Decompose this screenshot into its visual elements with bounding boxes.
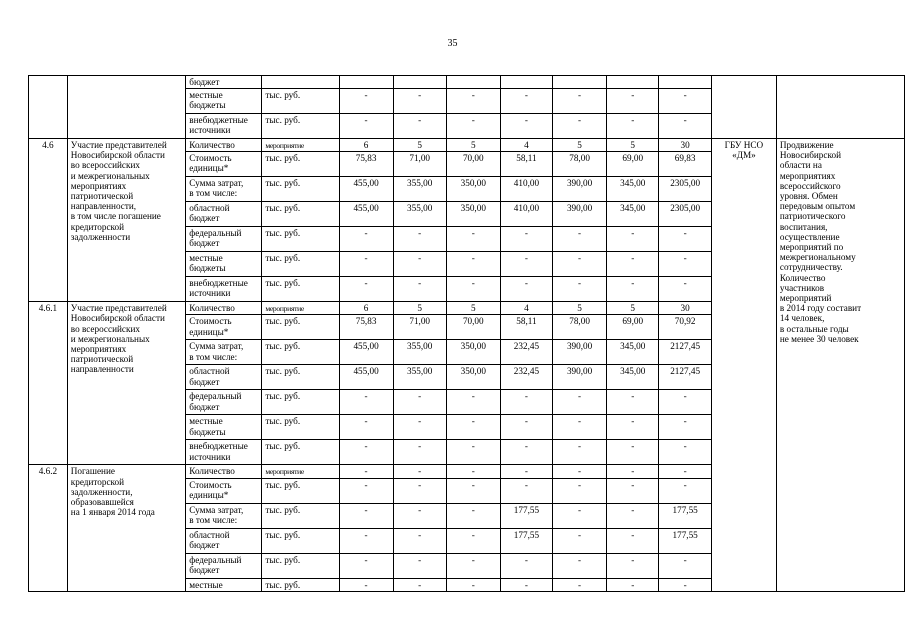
item-code-cell: 4.6.2 [29,465,68,591]
year-value-cell: 455,00 [339,365,393,390]
total-value-cell: - [659,440,712,465]
year-value-cell: - [393,252,446,277]
year-value-cell: - [500,114,552,139]
year-value-cell: 71,00 [393,315,446,340]
year-value-cell: - [393,553,446,578]
year-value-cell: - [500,440,552,465]
year-value-cell: 5 [553,302,607,315]
year-value-cell: - [393,277,446,302]
unit-label: тыс. руб. [265,441,301,452]
year-value-cell: 390,00 [553,202,607,227]
unit-label: тыс. руб. [265,90,301,100]
year-value-cell: 78,00 [553,315,607,340]
year-value-cell: - [553,440,607,465]
year-value-cell: 75,83 [339,152,393,177]
year-value-cell: - [553,578,607,591]
total-value-cell: 2127,45 [659,340,712,365]
year-value-cell: 355,00 [393,340,446,365]
indicator-cell: Сумма затрат, в том числе: [186,503,262,528]
year-value-cell [393,76,446,89]
indicator-cell: областной бюджет [186,202,262,227]
unit-cell [262,553,339,578]
indicator-cell: внебюджетные источники [186,277,262,302]
unit-label: тыс. руб. [265,554,301,565]
unit-cell [262,202,339,227]
year-value-cell: - [500,415,552,440]
year-value-cell: - [393,415,446,440]
total-value-cell: - [659,277,712,302]
unit-cell [262,528,339,553]
year-value-cell: 177,55 [500,528,552,553]
indicator-cell: бюджет [186,76,262,89]
unit-cell [262,578,339,591]
unit-label: тыс. руб. [265,529,301,540]
unit-cell [262,252,339,277]
unit-cell [262,302,339,315]
year-value-cell: - [393,528,446,553]
year-value-cell [339,76,393,89]
year-value-cell: - [339,578,393,591]
total-value-cell: 70,92 [659,315,712,340]
year-value-cell: 350,00 [446,177,500,202]
year-value-cell: - [339,553,393,578]
year-value-cell: - [500,277,552,302]
year-value-cell: - [339,89,393,114]
table-row [29,139,905,152]
year-value-cell: - [607,252,659,277]
executor-cell: ГБУ НСО «ДМ» [711,139,776,592]
unit-cell [262,114,339,139]
year-value-cell: - [339,277,393,302]
year-value-cell: - [393,114,446,139]
year-value-cell: - [607,440,659,465]
year-value-cell: 355,00 [393,177,446,202]
unit-label: тыс. руб. [265,228,301,239]
total-value-cell: 2305,00 [659,177,712,202]
year-value-cell: - [607,465,659,478]
year-value-cell: 177,55 [500,503,552,528]
unit-label: тыс. руб. [265,366,301,377]
unit-cell [262,503,339,528]
indicator-cell: Стоимость единицы* [186,152,262,177]
year-value-cell: 390,00 [553,177,607,202]
year-value-cell: 455,00 [339,202,393,227]
budget-table [28,75,905,592]
year-value-cell [446,76,500,89]
year-value-cell: 5 [607,302,659,315]
unit-label: мероприятие [265,304,304,314]
year-value-cell: 5 [393,139,446,152]
year-value-cell: - [553,390,607,415]
year-value-cell: - [446,390,500,415]
unit-label: тыс. руб. [265,504,301,515]
unit-label: тыс. руб. [265,479,301,490]
indicator-cell: федеральный бюджет [186,390,262,415]
year-value-cell: 390,00 [553,365,607,390]
year-value-cell: - [339,415,393,440]
total-value-cell: 2305,00 [659,202,712,227]
unit-cell [262,315,339,340]
indicator-cell: внебюджетные источники [186,440,262,465]
year-value-cell: - [553,252,607,277]
year-value-cell: - [446,478,500,503]
unit-label: мероприятие [265,141,304,150]
unit-label: тыс. руб. [265,253,301,264]
year-value-cell: 355,00 [393,365,446,390]
unit-cell [262,177,339,202]
year-value-cell: - [393,89,446,114]
indicator-cell: Сумма затрат, в том числе: [186,340,262,365]
year-value-cell: - [607,390,659,415]
total-value-cell: - [659,478,712,503]
item-code-cell: 4.6 [29,139,68,302]
item-code-cell: 4.6.1 [29,302,68,465]
indicator-cell: внебюджетные источники [186,114,262,139]
year-value-cell: - [500,89,552,114]
year-value-cell: 5 [607,139,659,152]
task-name-cell [67,76,185,139]
year-value-cell: 6 [339,302,393,315]
year-value-cell: 78,00 [553,152,607,177]
unit-cell [262,440,339,465]
year-value-cell: - [553,465,607,478]
year-value-cell: 410,00 [500,202,552,227]
year-value-cell: - [607,578,659,591]
year-value-cell: - [607,114,659,139]
year-value-cell: - [607,277,659,302]
year-value-cell: - [339,227,393,252]
unit-label: тыс. руб. [265,203,301,214]
unit-label: тыс. руб. [265,341,301,352]
year-value-cell: 350,00 [446,340,500,365]
total-value-cell: - [659,89,712,114]
year-value-cell: 58,11 [500,315,552,340]
year-value-cell: - [446,89,500,114]
page-number: 35 [447,38,458,49]
indicator-cell: Сумма затрат, в том числе: [186,177,262,202]
expected-result-cell: Продвижение Новосибирской области на мероприятиях всероссийского уровня. Обмен передовым опытом патриотического воспитания, осуществление мероприятий по межрегиональному сотрудничеству. Количество участников мероприятий в 2014 году составит 14 человек, в остальные годы не менее 30 человек [776,139,904,592]
unit-cell [262,365,339,390]
year-value-cell: - [553,415,607,440]
year-value-cell: - [607,415,659,440]
year-value-cell: - [607,89,659,114]
unit-cell [262,465,339,478]
year-value-cell: 410,00 [500,177,552,202]
item-code-cell [29,76,68,139]
year-value-cell: 345,00 [607,340,659,365]
indicator-cell: местные бюджеты [186,415,262,440]
unit-label: тыс. руб. [265,316,301,327]
indicator-cell: местные [186,578,262,591]
year-value-cell: - [339,503,393,528]
unit-label: тыс. руб. [265,579,301,590]
year-value-cell: - [446,252,500,277]
year-value-cell: - [607,227,659,252]
year-value-cell: - [393,227,446,252]
total-value-cell: 2127,45 [659,365,712,390]
indicator-cell: федеральный бюджет [186,553,262,578]
year-value-cell: 70,00 [446,315,500,340]
year-value-cell: 350,00 [446,365,500,390]
indicator-cell: областной бюджет [186,365,262,390]
year-value-cell: 5 [446,302,500,315]
year-value-cell: - [500,578,552,591]
expected-result-cell [776,76,904,139]
year-value-cell: - [500,478,552,503]
table-body [29,76,905,592]
year-value-cell: 4 [500,139,552,152]
year-value-cell: - [446,503,500,528]
unit-label: мероприятие [265,467,304,477]
unit-label: тыс. руб. [265,115,301,125]
year-value-cell: 345,00 [607,365,659,390]
year-value-cell: - [553,478,607,503]
total-value-cell: 177,55 [659,503,712,528]
year-value-cell: 345,00 [607,202,659,227]
year-value-cell: - [339,252,393,277]
unit-cell [262,340,339,365]
unit-cell [262,415,339,440]
year-value-cell: - [553,277,607,302]
year-value-cell: 69,00 [607,315,659,340]
total-value-cell: - [659,553,712,578]
unit-label: тыс. руб. [265,278,301,289]
total-value-cell: - [659,114,712,139]
year-value-cell: 70,00 [446,152,500,177]
year-value-cell: - [607,503,659,528]
total-value-cell [659,76,712,89]
task-name-cell: Участие представителей Новосибирской области во всероссийских и межрегиональных мероприятиях патриотической направленности [67,302,185,465]
year-value-cell: - [339,528,393,553]
unit-cell [262,76,339,89]
total-value-cell: - [659,390,712,415]
year-value-cell: - [446,553,500,578]
year-value-cell: - [393,440,446,465]
year-value-cell: 232,45 [500,340,552,365]
unit-cell [262,227,339,252]
year-value-cell: 455,00 [339,340,393,365]
year-value-cell: - [446,227,500,252]
year-value-cell: - [500,227,552,252]
unit-cell [262,277,339,302]
year-value-cell: - [553,89,607,114]
indicator-cell: областной бюджет [186,528,262,553]
year-value-cell [607,76,659,89]
indicator-cell: Стоимость единицы* [186,315,262,340]
total-value-cell: 69,83 [659,152,712,177]
indicator-cell: местные бюджеты [186,252,262,277]
year-value-cell: 390,00 [553,340,607,365]
year-value-cell: - [339,390,393,415]
year-value-cell: - [607,553,659,578]
year-value-cell: - [446,578,500,591]
year-value-cell: 6 [339,139,393,152]
indicator-cell: Количество [186,465,262,478]
indicator-cell: Количество [186,139,262,152]
year-value-cell: - [553,528,607,553]
indicator-cell: Стоимость единицы* [186,478,262,503]
indicator-cell: местные бюджеты [186,89,262,114]
year-value-cell: - [500,252,552,277]
task-name-cell: Участие представителей Новосибирской области во всероссийских и межрегиональных мероприятиях патриотической направленности, в том числе погашение кредиторской задолженности [67,139,185,302]
year-value-cell [553,76,607,89]
year-value-cell: - [446,440,500,465]
total-value-cell: - [659,415,712,440]
total-value-cell: 30 [659,302,712,315]
total-value-cell: 30 [659,139,712,152]
indicator-cell: федеральный бюджет [186,227,262,252]
unit-cell [262,152,339,177]
year-value-cell: 5 [446,139,500,152]
year-value-cell: 69,00 [607,152,659,177]
year-value-cell: - [446,415,500,440]
year-value-cell: 71,00 [393,152,446,177]
unit-cell [262,89,339,114]
unit-label: тыс. руб. [265,391,301,402]
year-value-cell: - [553,553,607,578]
year-value-cell: - [339,114,393,139]
task-name-cell: Погашение кредиторской задолженности, образовавшейся на 1 января 2014 года [67,465,185,591]
year-value-cell: - [446,114,500,139]
total-value-cell: 177,55 [659,528,712,553]
unit-label: тыс. руб. [265,178,301,189]
year-value-cell: 455,00 [339,177,393,202]
year-value-cell: - [393,465,446,478]
year-value-cell: - [339,440,393,465]
unit-cell [262,390,339,415]
year-value-cell: - [393,578,446,591]
executor-cell [711,76,776,139]
indicator-cell: Количество [186,302,262,315]
year-value-cell [500,76,552,89]
year-value-cell: 5 [553,139,607,152]
year-value-cell: - [393,503,446,528]
year-value-cell: 5 [393,302,446,315]
year-value-cell: - [446,528,500,553]
unit-label: тыс. руб. [265,153,301,164]
year-value-cell: 58,11 [500,152,552,177]
unit-cell [262,478,339,503]
year-value-cell: - [446,277,500,302]
year-value-cell: - [339,478,393,503]
year-value-cell: - [339,465,393,478]
year-value-cell: - [393,390,446,415]
year-value-cell: 75,83 [339,315,393,340]
unit-cell [262,139,339,152]
year-value-cell: - [500,390,552,415]
year-value-cell: - [553,227,607,252]
year-value-cell: 355,00 [393,202,446,227]
total-value-cell: - [659,227,712,252]
year-value-cell: - [553,503,607,528]
year-value-cell: - [553,114,607,139]
year-value-cell: - [500,553,552,578]
table-row [29,76,905,89]
year-value-cell: - [393,478,446,503]
year-value-cell: - [607,528,659,553]
year-value-cell: 345,00 [607,177,659,202]
year-value-cell: 232,45 [500,365,552,390]
total-value-cell: - [659,578,712,591]
year-value-cell: - [607,478,659,503]
year-value-cell: - [500,465,552,478]
unit-label: тыс. руб. [265,416,301,427]
year-value-cell: 350,00 [446,202,500,227]
year-value-cell: 4 [500,302,552,315]
total-value-cell: - [659,465,712,478]
total-value-cell: - [659,252,712,277]
year-value-cell: - [446,465,500,478]
